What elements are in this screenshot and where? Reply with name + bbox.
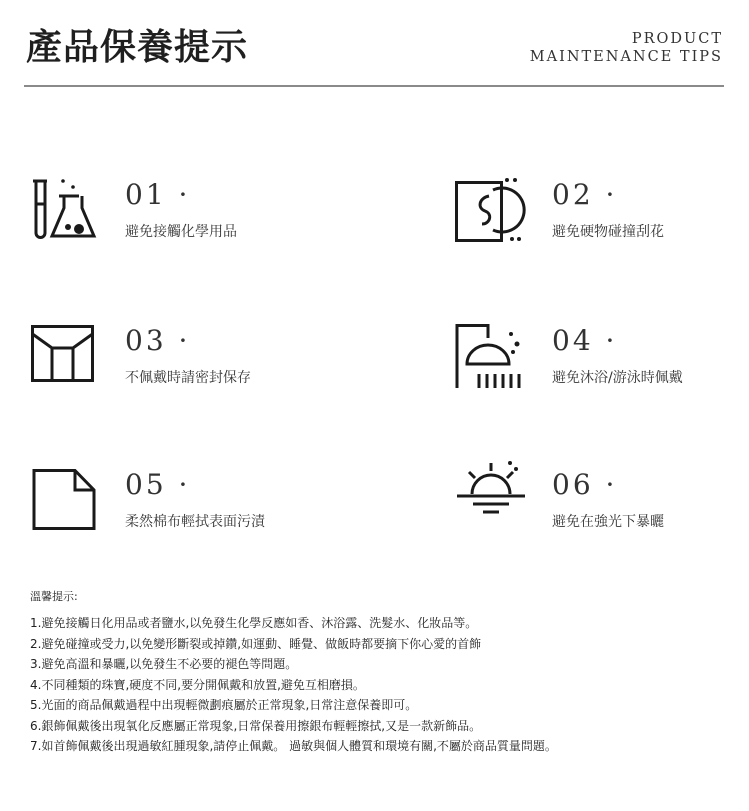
subtitle-line-1: PRODUCT xyxy=(631,31,723,47)
tip-text: 避免接觸化學用品 xyxy=(125,224,237,240)
chemical-flask-icon xyxy=(28,178,108,248)
tip-number: 06 · xyxy=(552,468,618,501)
tip-number: 05 · xyxy=(125,468,191,501)
tip-text: 不佩戴時請密封保存 xyxy=(125,370,251,386)
tip-text: 避免沐浴/游泳時佩戴 xyxy=(552,370,683,386)
tip-cloth xyxy=(28,468,358,548)
list-item: 6.銀飾佩戴後出現氧化反應屬正常現象,日常保養用擦銀布輕輕擦拭,又是一款新飾品。 xyxy=(30,718,482,733)
tip-sunlight xyxy=(455,460,749,540)
tip-text: 避免硬物碰撞刮花 xyxy=(552,224,664,240)
list-item: 5.光面的商品佩戴過程中出現輕微劃痕屬於正常現象,日常注意保養即可。 xyxy=(30,698,418,712)
tip-number: 04 · xyxy=(552,324,618,357)
sun-icon xyxy=(455,460,535,530)
hard-object-icon xyxy=(455,178,535,248)
care-notes xyxy=(30,590,730,757)
tip-text: 避免在強光下暴曬 xyxy=(552,514,664,530)
tip-chemicals xyxy=(28,178,358,258)
tip-number: 03 · xyxy=(125,324,191,357)
notes-list xyxy=(30,613,730,757)
list-item: 4.不同種類的珠寶,硬度不同,要分開佩戴和放置,避免互相磨損。 xyxy=(30,677,365,692)
tip-sealed-storage xyxy=(28,324,358,404)
page-subtitle xyxy=(530,30,723,66)
subtitle-line-2: MAINTENANCE TIPS xyxy=(529,49,723,65)
shower-icon xyxy=(455,324,535,394)
cloth-icon xyxy=(28,468,108,538)
tip-number: 02 · xyxy=(552,178,618,211)
tip-number: 01 · xyxy=(125,178,191,211)
tip-shower xyxy=(455,324,749,404)
list-item: 7.如首飾佩戴後出現過敏紅腫現象,請停止佩戴。 過敏與個人體質和環境有關,不屬於商品質量問題。 xyxy=(30,739,557,753)
list-item: 2.避免碰撞或受力,以免變形斷裂或掉鑽,如運動、睡覺、做飯時都要摘下你心愛的首飾 xyxy=(30,636,482,651)
list-item: 1.避免接觸日化用品或者鹽水,以免發生化學反應如香、沐浴露、洗髮水、化妝品等。 xyxy=(30,616,478,630)
page-title: 產品保養提示 xyxy=(26,27,249,68)
notes-heading: 溫馨提示: xyxy=(30,590,78,603)
tip-text: 柔然棉布輕拭表面污漬 xyxy=(125,514,265,530)
header-divider xyxy=(24,85,724,87)
list-item: 3.避免高溫和暴曬,以免發生不必要的褪色等問題。 xyxy=(30,657,298,671)
tip-hard-objects xyxy=(455,178,749,258)
sealed-storage-icon xyxy=(28,324,108,394)
